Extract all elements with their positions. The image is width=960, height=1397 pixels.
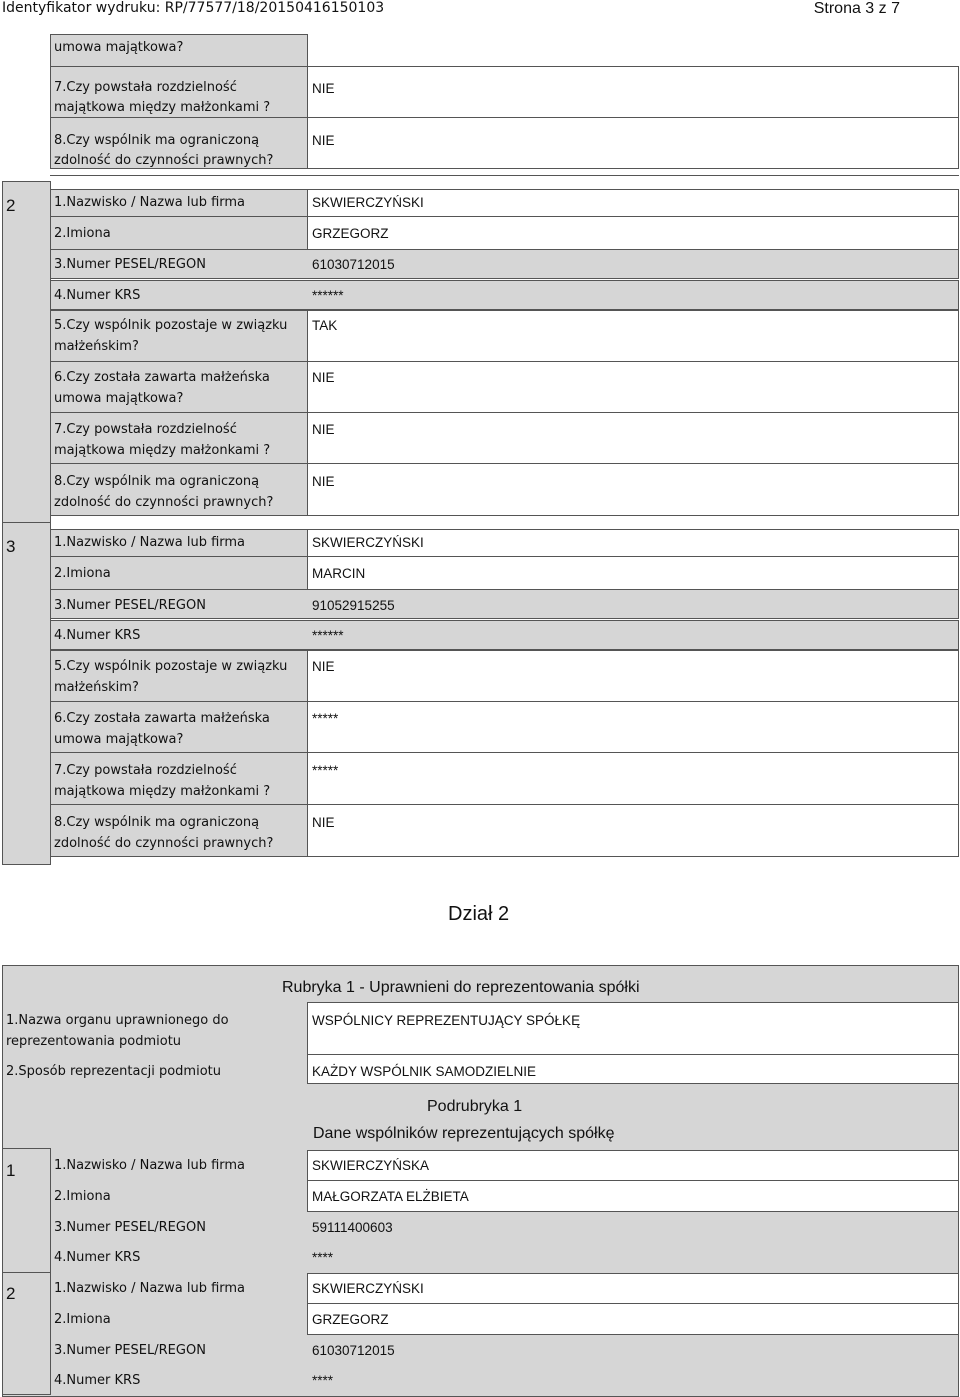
p2-q7-value-cell: [307, 412, 959, 464]
top-q8-value: NIE: [312, 133, 335, 148]
rep2-name-value: SKWIERCZYŃSKI: [312, 1281, 424, 1296]
top-q7-value: NIE: [312, 81, 335, 96]
p2-krs-label: 4.Numer KRS: [54, 288, 141, 303]
top-q8-label-2: zdolność do czynności prawnych?: [54, 153, 274, 168]
p2-q5-value: TAK: [312, 318, 338, 333]
podrubryka-subtitle: Dane wspólników reprezentujących spółkę: [313, 1125, 615, 1142]
p3-q7-label-1: 7.Czy powstała rozdzielność: [54, 763, 237, 778]
podrubryka-title: Podrubryka 1: [427, 1098, 523, 1115]
organ-label-1: 1.Nazwa organu uprawnionego do: [6, 1013, 229, 1028]
rep2-pesel-value: 61030712015: [312, 1343, 395, 1358]
rep1-krs-value: ****: [312, 1250, 334, 1265]
p2-q8-label-2: zdolność do czynności prawnych?: [54, 495, 274, 510]
p3-first-value: MARCIN: [312, 566, 366, 581]
rep1-first-value: MAŁGORZATA ELŻBIETA: [312, 1189, 469, 1204]
section-title: Dział 2: [448, 903, 510, 925]
p2-pesel-label: 3.Numer PESEL/REGON: [54, 257, 206, 272]
p3-pesel-value: 91052915255: [312, 598, 395, 613]
p2-pesel-value: 61030712015: [312, 257, 395, 272]
rep1-krs-label: 4.Numer KRS: [54, 1250, 141, 1265]
p3-q8-label-2: zdolność do czynności prawnych?: [54, 836, 274, 851]
p2-krs-value: ******: [312, 288, 344, 303]
p2-name-value: SKWIERCZYŃSKI: [312, 195, 424, 210]
p3-first-value-cell: [307, 556, 959, 590]
rep1-first-label: 2.Imiona: [54, 1189, 111, 1204]
p2-q8-value-cell: [307, 463, 959, 516]
rep2-pesel-label: 3.Numer PESEL/REGON: [54, 1343, 206, 1358]
partner-3-index-cell: [2, 522, 51, 865]
p3-q5-label-2: małżeńskim?: [54, 680, 139, 695]
top-q7-label-1: 7.Czy powstała rozdzielność: [54, 80, 237, 95]
p3-q6-label-2: umowa majątkowa?: [54, 732, 184, 747]
p2-first-label: 2.Imiona: [54, 226, 111, 241]
rep2-name-label: 1.Nazwisko / Nazwa lub firma: [54, 1281, 246, 1296]
method-value: KAŻDY WSPÓLNIK SAMODZIELNIE: [312, 1064, 537, 1079]
rep1-pesel-label: 3.Numer PESEL/REGON: [54, 1220, 206, 1235]
p3-q5-value: NIE: [312, 659, 335, 674]
method-label: 2.Sposób reprezentacji podmiotu: [6, 1064, 221, 1079]
p3-q8-label-1: 8.Czy wspólnik ma ograniczoną: [54, 815, 260, 830]
p2-q5-label-1: 5.Czy wspólnik pozostaje w związku: [54, 318, 288, 333]
p2-q8-value: NIE: [312, 474, 335, 489]
page-header: [0, 0, 960, 18]
rep1-name-label: 1.Nazwisko / Nazwa lub firma: [54, 1158, 246, 1173]
p2-q6-value-cell: [307, 361, 959, 413]
partner-2-index: 2: [6, 196, 16, 215]
p3-q8-value: NIE: [312, 815, 335, 830]
top-q6-label: umowa majątkowa?: [54, 40, 184, 55]
p3-q5-label-1: 5.Czy wspólnik pozostaje w związku: [54, 659, 288, 674]
organ-label-2: reprezentowania podmiotu: [6, 1034, 182, 1049]
rep2-first-value: GRZEGORZ: [312, 1312, 389, 1327]
rep1-name-value: SKWIERCZYŃSKA: [312, 1158, 430, 1173]
top-q8-value-cell: [307, 117, 959, 169]
p3-krs-value: ******: [312, 628, 344, 643]
p2-q6-label-1: 6.Czy została zawarta małżeńska: [54, 370, 270, 385]
p3-q6-value: *****: [312, 711, 339, 726]
p2-q7-label-2: majątkowa między małżonkami ?: [54, 443, 271, 458]
p3-krs-label: 4.Numer KRS: [54, 628, 141, 643]
p2-q6-value: NIE: [312, 370, 335, 385]
rubryka-title: Rubryka 1 - Uprawnieni do reprezentowania spółki: [282, 979, 640, 996]
p3-first-label: 2.Imiona: [54, 566, 111, 581]
top-q7-label-2: majątkowa między małżonkami ?: [54, 100, 271, 115]
p3-q7-value: *****: [312, 763, 339, 778]
p2-q8-label-1: 8.Czy wspólnik ma ograniczoną: [54, 474, 260, 489]
p3-krs-row: [50, 620, 959, 650]
rep2-krs-value: ****: [312, 1373, 334, 1388]
rep-1-index: 1: [6, 1161, 16, 1180]
p2-q5-label-2: małżeńskim?: [54, 339, 139, 354]
p3-q7-value-cell: [307, 752, 959, 805]
p2-q5-value-cell: [307, 310, 959, 362]
p2-name-label: 1.Nazwisko / Nazwa lub firma: [54, 195, 246, 210]
p3-q8-value-cell: [307, 804, 959, 857]
p2-q7-value: NIE: [312, 422, 335, 437]
top-q8-label-1: 8.Czy wspólnik ma ograniczoną: [54, 133, 260, 148]
partner-3-index: 3: [6, 537, 16, 556]
partner-2-index-cell: [2, 181, 51, 524]
p2-krs-row: [50, 280, 959, 310]
p3-name-label: 1.Nazwisko / Nazwa lub firma: [54, 535, 246, 550]
p3-pesel-label: 3.Numer PESEL/REGON: [54, 598, 206, 613]
top-q7-value-cell: [307, 66, 959, 118]
p3-q6-value-cell: [307, 701, 959, 753]
p2-first-value: GRZEGORZ: [312, 226, 389, 241]
rep-2-index: 2: [6, 1284, 16, 1303]
p2-q7-label-1: 7.Czy powstała rozdzielność: [54, 422, 237, 437]
p2-q6-label-2: umowa majątkowa?: [54, 391, 184, 406]
rep2-first-label: 2.Imiona: [54, 1312, 111, 1327]
rep2-krs-label: 4.Numer KRS: [54, 1373, 141, 1388]
p3-q6-label-1: 6.Czy została zawarta małżeńska: [54, 711, 270, 726]
p2-first-value-cell: [307, 216, 959, 250]
page-number: Strona 3 z 7: [813, 0, 900, 17]
p3-name-value: SKWIERCZYŃSKI: [312, 535, 424, 550]
print-identifier: Identyfikator wydruku: RP/77577/18/20150416150103: [2, 0, 385, 16]
divider: [50, 175, 959, 176]
p3-q7-label-2: majątkowa między małżonkami ?: [54, 784, 271, 799]
rep1-pesel-value: 59111400603: [312, 1220, 393, 1235]
p3-q5-value-cell: [307, 650, 959, 702]
rep2-first-value-cell: [307, 1303, 959, 1335]
organ-value: WSPÓLNICY REPREZENTUJĄCY SPÓŁKĘ: [312, 1013, 581, 1028]
